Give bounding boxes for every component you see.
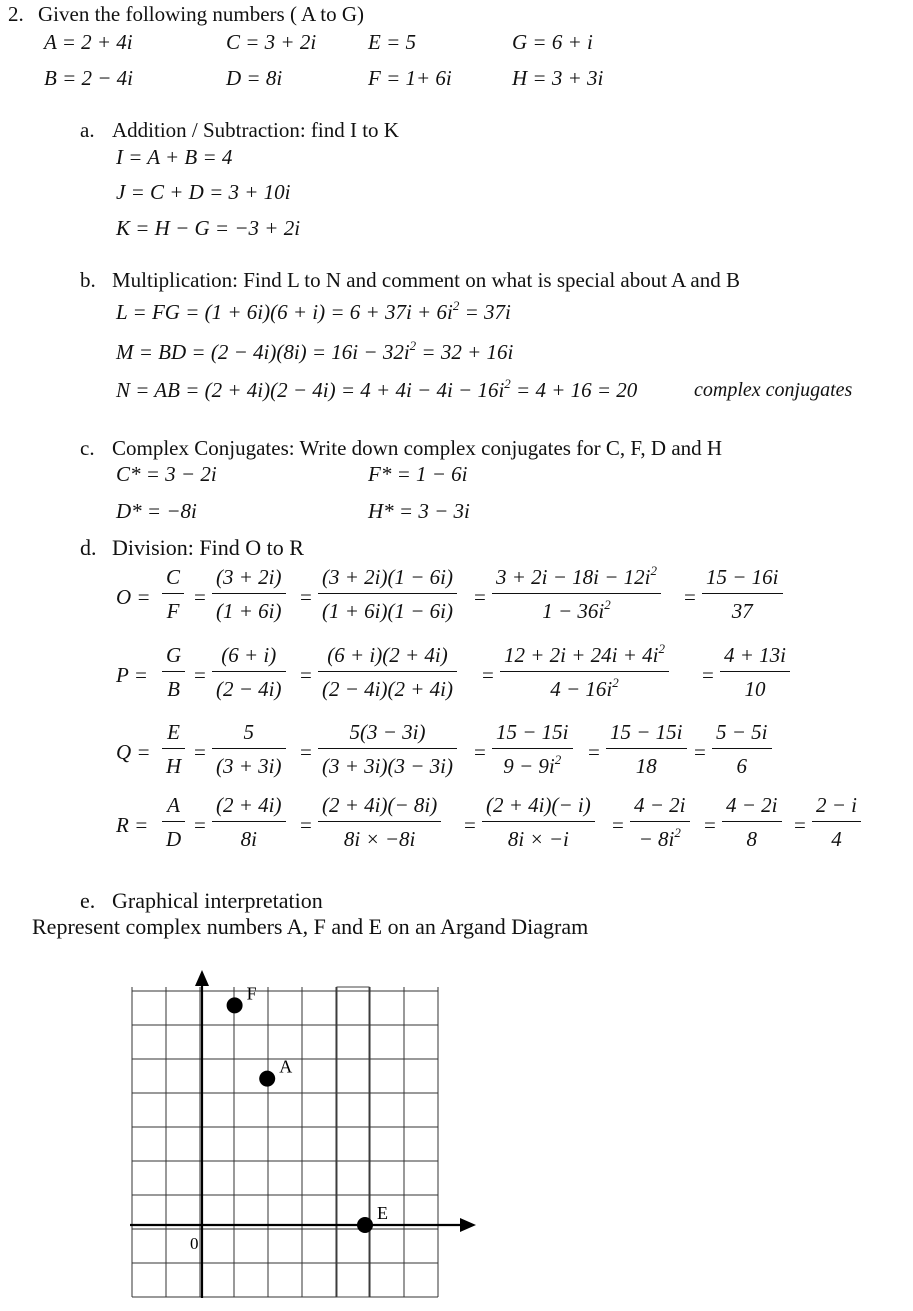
part-b-heading: Multiplication: Find L to N and comment on what is special about A and B [112, 268, 740, 292]
imaginary-axis-arrow-icon [195, 970, 209, 986]
denominator: 6 [736, 754, 747, 778]
denominator: 18 [635, 754, 657, 778]
numerator: 4 + 13i [720, 643, 790, 672]
numerator: (2 + 4i) [212, 793, 286, 822]
argand-diagram [130, 968, 490, 1298]
denominator: (1 + 6i)(1 − 6i) [322, 599, 453, 623]
numerator: (2 + 4i)(− 8i) [318, 793, 441, 822]
part-a-line-J: J = C + D = 3 + 10i [116, 180, 291, 204]
argand-grid [132, 987, 438, 1297]
equation-R-fraction-3 [318, 793, 441, 852]
equation-O-lhs: O = [116, 585, 151, 609]
equals-sign: = [194, 813, 206, 837]
equals-sign: = [300, 663, 312, 687]
part-e-instruction: Represent complex numbers A, F and E on an Argand Diagram [32, 914, 589, 939]
equals-sign: = [300, 585, 312, 609]
equation-R-lhs: R = [116, 813, 149, 837]
equation-P-fraction-4 [500, 643, 669, 702]
part-a-line-K: K = H − G = −3 + 2i [116, 216, 301, 240]
equals-sign: = [194, 585, 206, 609]
problem-intro: Given the following numbers ( A to G) [38, 2, 365, 26]
equation-O-fraction-1 [162, 565, 184, 624]
equation-R-fraction-6 [722, 793, 782, 852]
numerator: 5 [212, 720, 286, 749]
numerator: $3 + 2i - 18i - 12i^2$ [492, 565, 661, 594]
denominator: 8i [240, 827, 257, 851]
given-D: D = 8i [226, 66, 283, 90]
denominator: 8i × −i [507, 827, 569, 851]
denominator: 8 [746, 827, 757, 851]
given-F: F = 1+ 6i [368, 66, 452, 90]
denominator: (2 − 4i)(2 + 4i) [322, 677, 453, 701]
denominator: (1 + 6i) [216, 599, 282, 623]
equals-sign: = [474, 740, 486, 764]
equation-R-fraction-7 [812, 793, 861, 852]
denominator: − $8i^2$ [638, 825, 681, 851]
part-d-heading: Division: Find O to R [112, 535, 304, 560]
part-c-line-H: H* = 3 − 3i [368, 499, 470, 523]
equation-Q-fraction-1 [162, 720, 185, 779]
part-a-line-I: I = A + B = 4 [116, 145, 233, 169]
equation-P-fraction-5 [720, 643, 790, 702]
part-c-marker: c. [80, 436, 95, 460]
point-label-A: A [279, 1056, 293, 1077]
denominator: (3 + 3i) [216, 754, 282, 778]
numerator: 15 − 16i [702, 565, 783, 594]
numerator: 4 − 2i [630, 793, 690, 822]
part-e-heading: Graphical interpretation [112, 888, 323, 913]
part-c-line-C: C* = 3 − 2i [116, 462, 217, 486]
equation-Q-fraction-2 [212, 720, 286, 779]
numerator: 4 − 2i [722, 793, 782, 822]
equals-sign: = [482, 663, 494, 687]
real-axis-arrow-icon [460, 1218, 476, 1232]
denominator: 10 [744, 677, 766, 701]
given-H: H = 3 + 3i [512, 66, 604, 90]
numerator: A [162, 793, 185, 822]
equals-sign: = [684, 585, 696, 609]
part-b-line-L: L = FG = $(1 + 6i)(6 + i) = 6 + 37i + 6i^2 = 37i$ [116, 298, 511, 324]
part-a-heading: Addition / Subtraction: find I to K [112, 118, 399, 142]
numerator: (6 + i) [212, 643, 286, 672]
numerator: (6 + i)(2 + 4i) [318, 643, 457, 672]
denominator: F [166, 599, 180, 623]
denominator: (2 − 4i) [216, 677, 282, 701]
denominator: 37 [731, 599, 753, 623]
equation-O-fraction-5 [702, 565, 783, 624]
point-F [227, 997, 243, 1013]
equals-sign: = [694, 740, 706, 764]
numerator: $12 + 2i + 24i + 4i^2$ [500, 643, 669, 672]
denominator: 4 [831, 827, 842, 851]
numerator: C [162, 565, 184, 594]
equation-Q-fraction-3 [318, 720, 457, 779]
equals-sign: = [194, 663, 206, 687]
equals-sign: = [704, 813, 716, 837]
equation-R-fraction-4 [482, 793, 595, 852]
equation-P-fraction-3 [318, 643, 457, 702]
denominator: B [167, 677, 180, 701]
denominator: $9 - 9i^2$ [503, 752, 562, 778]
equals-sign: = [612, 813, 624, 837]
equation-Q-lhs: Q = [116, 740, 151, 764]
part-d-marker: d. [80, 535, 97, 560]
equation-O-fraction-3 [318, 565, 457, 624]
part-b-line-N: N = AB = $(2 + 4i)(2 - 4i) = 4 + 4i - 4i - 16i^2 = 4 + 16 = 20$ [116, 376, 638, 402]
point-E [357, 1217, 373, 1233]
highlight-column [337, 987, 369, 1297]
equals-sign: = [194, 740, 206, 764]
given-C: C = 3 + 2i [226, 30, 317, 54]
equation-R-fraction-2 [212, 793, 286, 852]
numerator: G [162, 643, 185, 672]
equation-P-lhs: P = [116, 663, 148, 687]
denominator: (3 + 3i)(3 − 3i) [322, 754, 453, 778]
part-b-line-M: M = BD = $(2 - 4i)(8i) = 16i - 32i^2 = 32 + 16i$ [116, 338, 514, 364]
numerator: E [162, 720, 185, 749]
numerator: (3 + 2i)(1 − 6i) [318, 565, 457, 594]
equals-sign: = [300, 740, 312, 764]
given-E: E = 5 [368, 30, 416, 54]
part-c-line-F: F* = 1 − 6i [368, 462, 468, 486]
point-label-E: E [377, 1203, 388, 1223]
numerator: 5(3 − 3i) [318, 720, 457, 749]
equals-sign: = [794, 813, 806, 837]
point-label-F: F [246, 983, 257, 1004]
point-A [259, 1071, 275, 1087]
part-b-marker: b. [80, 268, 96, 292]
numerator: (3 + 2i) [212, 565, 286, 594]
equals-sign: = [702, 663, 714, 687]
equals-sign: = [300, 813, 312, 837]
problem-number: 2. [8, 2, 24, 26]
denominator: $4 - 16i^2$ [550, 675, 619, 701]
given-B: B = 2 − 4i [44, 66, 134, 90]
numerator: 15 − 15i [606, 720, 687, 749]
part-e-marker: e. [80, 888, 96, 913]
denominator: D [166, 827, 182, 851]
equation-Q-fraction-4 [492, 720, 573, 779]
origin-label: 0 [190, 1234, 199, 1253]
denominator: $1 - 36i^2$ [542, 597, 611, 623]
equation-O-fraction-4 [492, 565, 661, 624]
given-G: G = 6 + i [512, 30, 593, 54]
numerator: 15 − 15i [492, 720, 573, 749]
numerator: 5 − 5i [712, 720, 772, 749]
equals-sign: = [464, 813, 476, 837]
equation-Q-fraction-6 [712, 720, 772, 779]
equation-P-fraction-2 [212, 643, 286, 702]
equation-P-fraction-1 [162, 643, 185, 702]
equation-Q-fraction-5 [606, 720, 687, 779]
equation-R-fraction-1 [162, 793, 185, 852]
denominator: 8i × −8i [343, 827, 416, 851]
part-a-marker: a. [80, 118, 95, 142]
given-A: A = 2 + 4i [44, 30, 133, 54]
equals-sign: = [588, 740, 600, 764]
denominator: H [166, 754, 182, 778]
numerator: 2 − i [812, 793, 861, 822]
part-b-comment: complex conjugates [694, 379, 853, 401]
part-c-line-D: D* = −8i [116, 499, 197, 523]
equals-sign: = [474, 585, 486, 609]
numerator: (2 + 4i)(− i) [482, 793, 595, 822]
part-c-heading: Complex Conjugates: Write down complex conjugates for C, F, D and H [112, 436, 723, 460]
equation-O-fraction-2 [212, 565, 286, 624]
equation-R-fraction-5 [630, 793, 690, 852]
